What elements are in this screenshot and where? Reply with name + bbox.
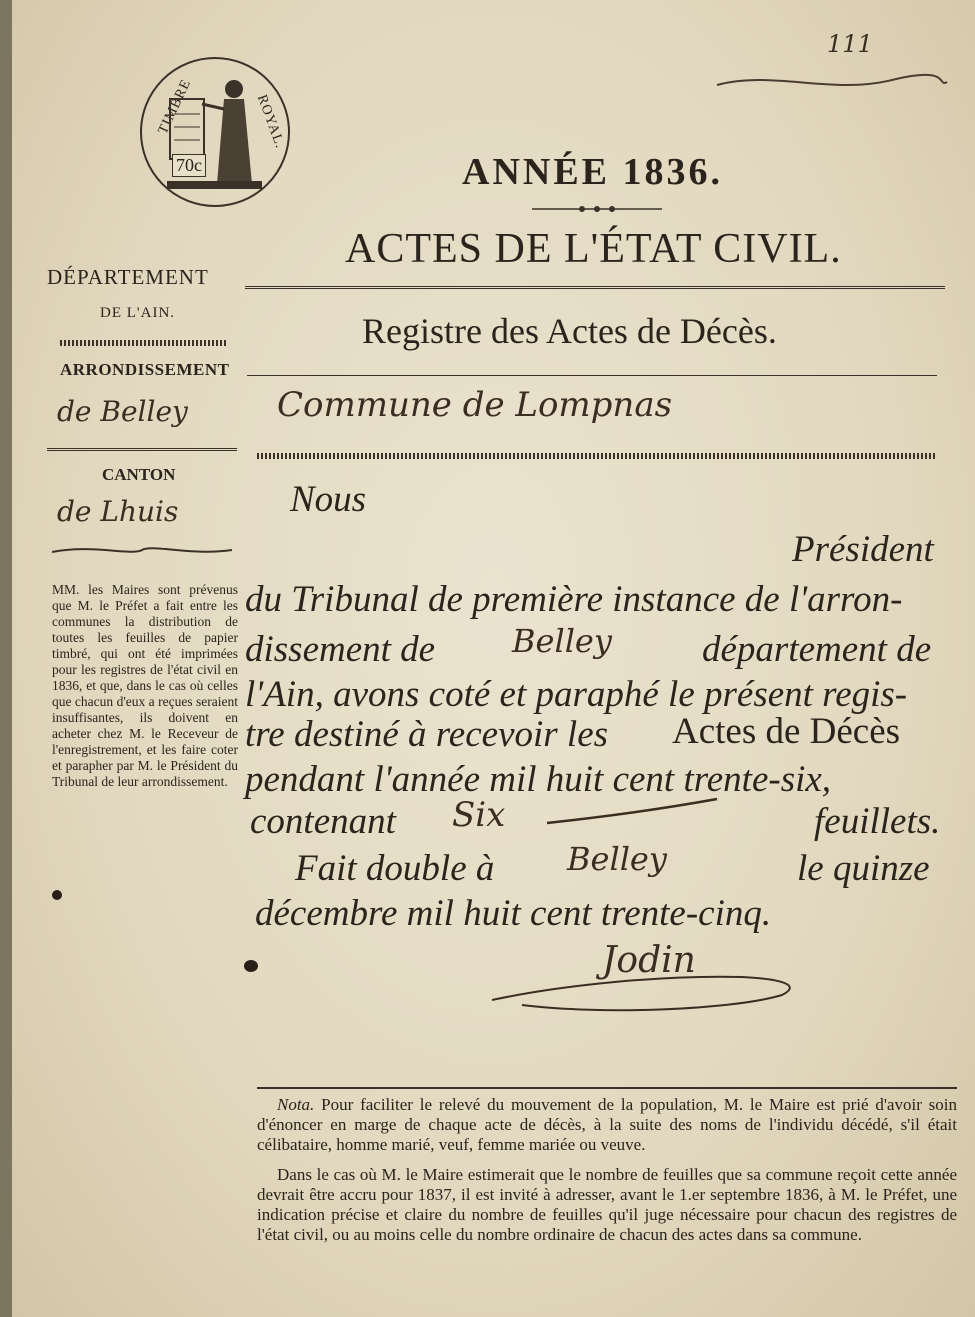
body-line-6a: contenant bbox=[250, 801, 396, 842]
sidebar-rule bbox=[47, 448, 237, 451]
body-line-4b: Actes de Décès bbox=[672, 711, 901, 752]
body-line-8: décembre mil huit cent trente-cinq. bbox=[255, 893, 772, 934]
register-page bbox=[12, 0, 975, 1317]
body-line-2-handwritten: Belley bbox=[512, 622, 612, 660]
stamp-left-text: TIMBRE bbox=[155, 76, 195, 137]
nota-block bbox=[257, 1095, 957, 1245]
departement-label: DÉPARTEMENT bbox=[47, 265, 209, 289]
register-type: Registre des Actes de Décès. bbox=[362, 311, 777, 351]
ink-blot bbox=[244, 960, 258, 972]
body-line-3: l'Ain, avons coté et paraphé le présent regis- bbox=[245, 674, 908, 715]
canton-handwritten: de Lhuis bbox=[57, 495, 179, 528]
body-line-7b: le quinze bbox=[797, 848, 930, 889]
body-line-6b: feuillets. bbox=[814, 801, 941, 842]
corner-flourish bbox=[712, 60, 952, 100]
archive-number: 111 bbox=[827, 30, 873, 58]
nota-label: Nota. bbox=[277, 1095, 315, 1114]
stamp-price: 70c bbox=[172, 154, 206, 177]
body-line-2b: département de bbox=[702, 629, 932, 670]
president-signature: Jodin bbox=[602, 940, 696, 981]
body-line-2a: dissement de bbox=[245, 629, 436, 670]
canton-label: CANTON bbox=[102, 465, 176, 484]
nota-paragraph-1: Pour faciliter le relevé du mouvement de la population, M. le Maire est prié d'avoir soin d'énoncer en marge de chaque acte de décès, à la suite des noms de l'individu décédé, s'il était célibataire, homme marié, veuf, femme mariée ou veuve. bbox=[257, 1095, 958, 1154]
body-line-4a: tre destiné à recevoir les bbox=[245, 714, 609, 755]
ink-blot bbox=[52, 890, 62, 900]
sidebar-notice: MM. les Maires sont prévenus que M. le Préfet a fait entre les communes la distribution de toutes les feuilles de papier timbré, qui ont été imprimées pour les registres de l'état civil en 1836, et que, dans le cas où celles que chacun d'eux a reçues seraient insuffisantes, ils doivent en acheter chez M. le Receveur de l'enregistrement, et les faire coter et parapher par M. le Président du Tribunal de leur arrondissement. bbox=[52, 582, 238, 789]
commune-handwritten: Commune de Lompnas bbox=[277, 385, 673, 425]
sidebar-flourish bbox=[52, 540, 232, 560]
arrondissement-handwritten: de Belley bbox=[57, 395, 188, 428]
arrondissement-label: ARRONDISSEMENT bbox=[60, 360, 230, 379]
body-line-1: du Tribunal de première instance de l'arron- bbox=[245, 579, 903, 620]
body-line-7-handwritten: Belley bbox=[567, 840, 667, 878]
fill-stroke bbox=[542, 795, 722, 835]
ornament-divider bbox=[532, 202, 662, 216]
commune-wavy-rule bbox=[257, 453, 937, 459]
year-heading: ANNÉE 1836. bbox=[462, 151, 724, 193]
title-rule bbox=[245, 286, 945, 289]
body-line-5: pendant l'année mil huit cent trente-six, bbox=[245, 759, 832, 800]
body-line-6-handwritten: Six bbox=[452, 795, 506, 835]
nota-paragraph-2: Dans le cas où M. le Maire estimerait que le nombre de feuilles que sa commune reçoit cette année devrait être accru pour 1837, il est invité à adresser, avant le 1.er septembre 1836, à M. le Préfet, une indication précise et claire du nombre de feuilles qu'il juge nécessaire pour chacun des registres de l'état civil, ou au moins celle du nombre ordinaire de chacun des actes dans sa commune. bbox=[257, 1165, 957, 1244]
royal-stamp bbox=[140, 57, 290, 207]
president-word: Président bbox=[792, 529, 934, 570]
departement-value: DE L'AIN. bbox=[100, 305, 176, 321]
stamp-right-text: ROYAL. bbox=[253, 92, 288, 151]
document-title: ACTES DE L'ÉTAT CIVIL. bbox=[345, 226, 842, 272]
register-rule bbox=[247, 375, 937, 376]
body-line-7a: Fait double à bbox=[295, 848, 495, 889]
signature-paraph bbox=[482, 955, 812, 1025]
nous-word: Nous bbox=[290, 479, 367, 520]
stamp-figure-icon bbox=[162, 69, 272, 199]
nota-rule bbox=[257, 1087, 957, 1089]
sidebar-wavy-rule bbox=[60, 340, 228, 346]
